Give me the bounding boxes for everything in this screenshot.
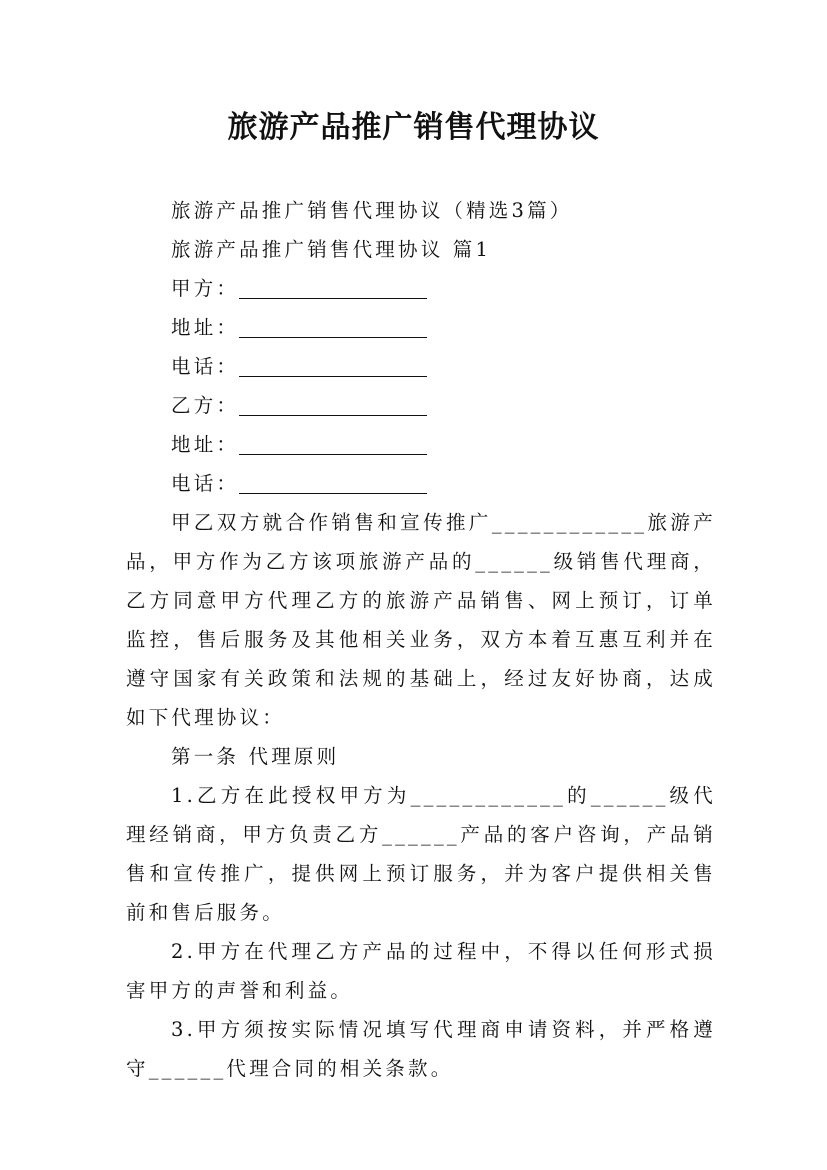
field-label: 乙方： (171, 394, 240, 417)
document-body (126, 191, 716, 1088)
field-phone-a (126, 347, 716, 386)
field-label: 甲方： (171, 277, 240, 300)
field-address-b (126, 425, 716, 464)
article-1-heading: 第一条 代理原则 (171, 745, 340, 768)
field-party-b (126, 386, 716, 425)
section-heading: 旅游产品推广销售代理协议 篇1 (171, 238, 492, 261)
blank-line (239, 315, 427, 338)
field-label: 地址： (171, 433, 240, 456)
field-address-a (126, 308, 716, 347)
clause-3: 3.甲方须按实际情况填写代理商申请资料，并严格遵守______代理合同的相关条款。 (126, 1018, 716, 1080)
subtitle: 旅游产品推广销售代理协议（精选3篇） (171, 199, 573, 222)
document-title: 旅游产品推广销售代理协议 (227, 110, 600, 145)
blank-line (239, 354, 427, 377)
field-phone-b (126, 464, 716, 503)
field-label: 电话： (171, 472, 240, 495)
field-label: 电话： (171, 355, 240, 378)
field-party-a (126, 269, 716, 308)
blank-line (239, 432, 427, 455)
blank-line (239, 471, 427, 494)
blank-line (239, 276, 427, 299)
intro-paragraph: 甲乙双方就合作销售和宣传推广____________旅游产品，甲方作为乙方该项旅游产品的______级销售代理商，乙方同意甲方代理乙方的旅游产品销售、网上预订，订单监控，售后服务及其他相关业务，双方本着互惠互利并在遵守国家有关政策和法规的基础上，经过友好协商，达成如下代理协议： (126, 511, 716, 729)
blank-line (239, 393, 427, 416)
clause-1: 1.乙方在此授权甲方为____________的______级代理经销商，甲方负责乙方______产品的客户咨询，产品销售和宣传推广，提供网上预订服务，并为客户提供相关售前和售后服务。 (126, 784, 716, 924)
field-label: 地址： (171, 316, 240, 339)
clause-2: 2.甲方在代理乙方产品的过程中，不得以任何形式损害甲方的声誉和利益。 (126, 940, 716, 1002)
